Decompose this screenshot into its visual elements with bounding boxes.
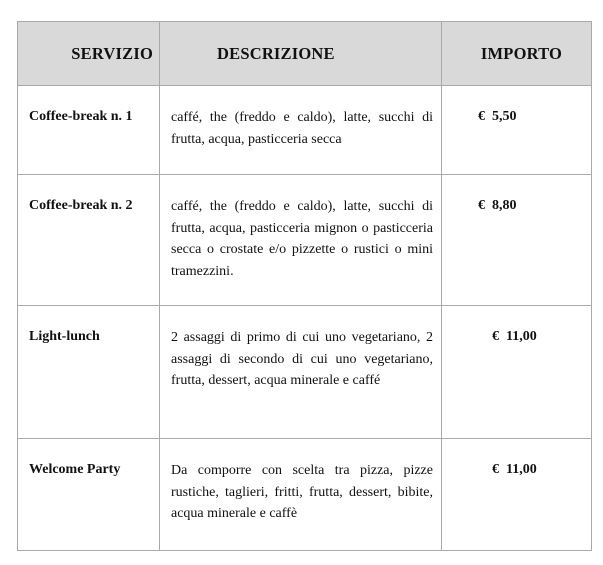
header-servizio: SERVIZIO <box>18 22 160 86</box>
table-row <box>18 306 592 439</box>
descrizione-cell <box>160 306 442 439</box>
importo-cell <box>442 86 592 175</box>
importo-cell <box>442 175 592 306</box>
service-name: Light-lunch <box>29 329 100 344</box>
table-row <box>18 175 592 306</box>
header-descrizione: DESCRIZIONE <box>160 22 442 86</box>
descrizione-cell <box>160 86 442 175</box>
header-importo: IMPORTO <box>442 22 592 86</box>
table-row <box>18 439 592 551</box>
servizio-cell <box>18 86 160 175</box>
service-description: caffé, the (freddo e caldo), latte, succhi di frutta, acqua, pasticceria secca <box>171 110 433 147</box>
importo-cell <box>442 439 592 551</box>
service-name: Welcome Party <box>29 462 121 477</box>
descrizione-cell <box>160 175 442 306</box>
servizio-cell <box>18 306 160 439</box>
service-name: Coffee-break n. 1 <box>29 109 133 124</box>
price-table <box>17 21 592 551</box>
service-description: 2 assaggi di primo di cui uno vegetariano, 2 assaggi di secondo di cui uno vegetariano, frutta, dessert, acqua minerale e caffé <box>171 330 433 388</box>
importo-cell <box>442 306 592 439</box>
service-name: Coffee-break n. 2 <box>29 198 133 213</box>
service-price: € 11,00 <box>492 462 537 477</box>
service-price: € 5,50 <box>478 109 517 124</box>
table-header-row <box>18 22 592 86</box>
service-price: € 8,80 <box>478 198 517 213</box>
service-description: caffé, the (freddo e caldo), latte, succhi di frutta, acqua, pasticceria mignon o pasticceria secca o crostate e/o pizzette o rustici o mini tramezzini. <box>171 199 433 279</box>
servizio-cell <box>18 175 160 306</box>
table-row <box>18 86 592 175</box>
service-price: € 11,00 <box>492 329 537 344</box>
descrizione-cell <box>160 439 442 551</box>
service-description: Da comporre con scelta tra pizza, pizze rustiche, taglieri, fritti, frutta, dessert, bibite, acqua minerale e caffè <box>171 463 433 521</box>
servizio-cell <box>18 439 160 551</box>
